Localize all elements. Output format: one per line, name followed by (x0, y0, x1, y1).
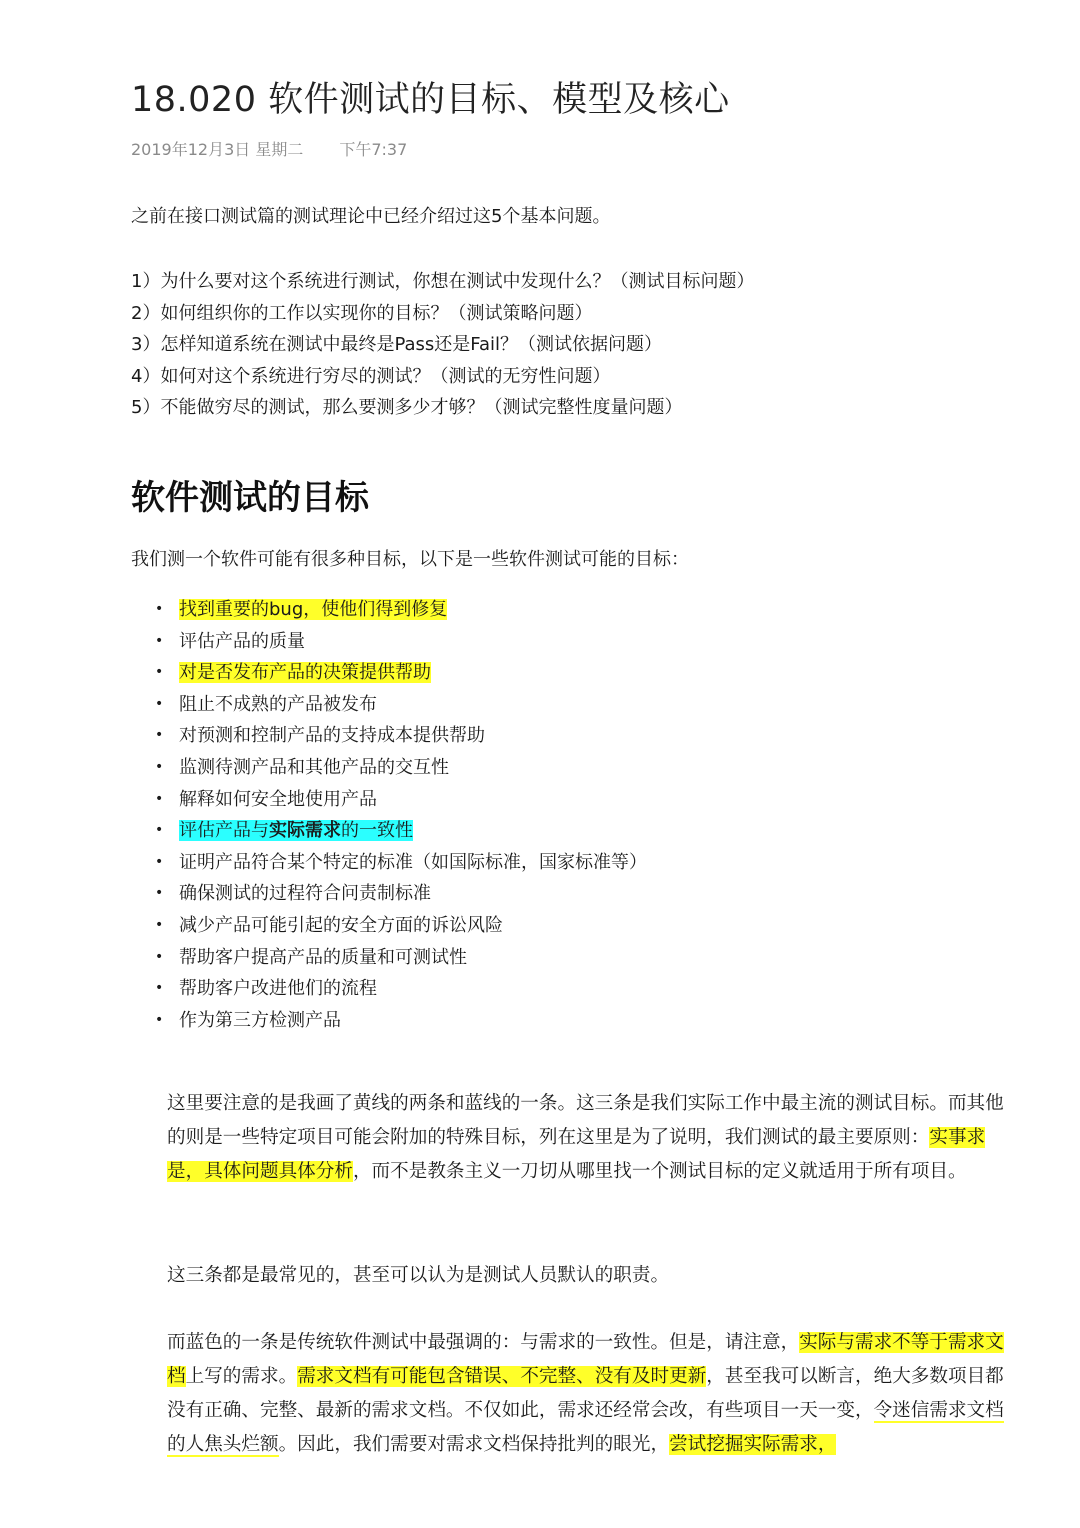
goal-text: 帮助客户改进他们的流程 (179, 978, 377, 1000)
paragraph-text: 。因此，我们需要对需求文档保持批判的眼光， (278, 1434, 670, 1455)
goal-text-highlighted: 对是否发布产品的决策提供帮助 (179, 662, 431, 684)
goal-text: 作为第三方检测产品 (179, 1009, 341, 1031)
goal-item (131, 973, 647, 1005)
paragraph-1 (131, 1087, 1011, 1189)
question-item: 3）怎样知道系统在测试中最终是Pass还是Fail？（测试依据问题） (131, 334, 663, 355)
bullet-icon: • (155, 822, 164, 839)
paragraph-highlight: 需求文档有可能包含错误、不完整、没有及时更新 (297, 1366, 707, 1387)
bullet-icon: • (155, 948, 164, 965)
bullet-icon: • (155, 695, 164, 712)
goal-item (131, 689, 647, 721)
article-meta (131, 137, 407, 160)
bullet-icon: • (155, 1011, 164, 1028)
goal-item (131, 657, 647, 689)
goal-item (131, 720, 647, 752)
goal-item (131, 784, 647, 816)
goal-text-part: 的一致性 (341, 820, 413, 842)
bullet-icon: • (155, 664, 164, 681)
goal-item (131, 1005, 647, 1037)
goal-item (131, 942, 647, 974)
article-time: 下午7:37 (339, 140, 408, 159)
goal-text-highlighted-cyan (179, 820, 413, 841)
question-item: 4）如何对这个系统进行穷尽的测试？（测试的无穷性问题） (131, 365, 611, 387)
bullet-icon: • (155, 632, 164, 649)
paragraph-highlight: 实事求是，具体问题具体分析 (167, 1127, 986, 1182)
intro-text: 之前在接口测试篇的测试理论中已经介绍过这5个基本问题。 (131, 206, 611, 227)
goal-text: 减少产品可能引起的安全方面的诉讼风险 (179, 914, 503, 936)
bullet-icon: • (155, 790, 164, 807)
paragraph-text: 这三条都是最常见的，甚至可以认为是测试人员默认的职责。 (167, 1265, 670, 1286)
bullet-icon: • (155, 916, 164, 933)
article-title: 18.020 软件测试的目标、模型及核心 (131, 80, 730, 120)
paragraph-text: 上写的需求。 (185, 1366, 298, 1387)
goal-item (131, 594, 647, 626)
bullet-icon: • (155, 980, 164, 997)
goal-text: 确保测试的过程符合问责制标准 (179, 883, 431, 905)
section-heading: 软件测试的目标 (131, 478, 369, 518)
bullet-icon: • (155, 727, 164, 744)
paragraph-text: ，甚至我可以断言，绝大多数项目都没有正确、完整、最新的需求文档。不仅如此，需求还经常会改，有些项目一天一变， (167, 1366, 1004, 1421)
paragraph-text: 而蓝色的一条是传统软件测试中最强调的：与需求的一致性。但是，请注意， (167, 1332, 800, 1353)
goal-text: 评估产品的质量 (179, 630, 305, 652)
paragraph-text: 这里要注意的是我画了黄线的两条和蓝线的一条。这三条是我们实际工作中最主流的测试目标。而其他的则是一些特定项目可能会附加的特殊目标，列在这里是为了说明，我们测试的最主要原则： (167, 1093, 1004, 1148)
goal-item (131, 815, 647, 847)
bullet-icon: • (155, 758, 164, 775)
bullet-icon: • (155, 601, 164, 617)
section-lead: 我们测一个软件可能有很多种目标，以下是一些软件测试可能的目标： (131, 549, 689, 570)
question-item: 5）不能做穷尽的测试，那么要测多少才够？（测试完整性度量问题） (131, 397, 683, 418)
goal-item (131, 878, 647, 910)
paragraph-2 (131, 1259, 1011, 1293)
article-date: 2019年12月3日 星期二 (131, 140, 304, 159)
goal-item (131, 910, 647, 942)
paragraph-text: ，而不是教条主义一刀切从哪里找一个测试目标的定义就适用于所有项目。 (352, 1161, 967, 1182)
bullet-icon: • (155, 853, 164, 870)
goal-list (131, 594, 647, 1036)
paragraph-3 (131, 1326, 1011, 1462)
bullet-icon: • (155, 885, 164, 902)
question-list (131, 266, 754, 424)
goal-text: 监测待测产品和其他产品的交互性 (179, 756, 449, 778)
goal-item (131, 752, 647, 784)
goal-text: 阻止不成熟的产品被发布 (179, 693, 377, 715)
goal-text-bold: 实际需求 (269, 820, 341, 842)
paragraph-highlight: 实际与需求不等于需求文档 (167, 1332, 1004, 1387)
goal-text: 解释如何安全地使用产品 (179, 788, 377, 810)
question-item: 1）为什么要对这个系统进行测试，你想在测试中发现什么？（测试目标问题） (131, 271, 755, 292)
goal-text-highlighted: 找到重要的bug，使他们得到修复 (179, 599, 448, 620)
goal-text: 帮助客户提高产品的质量和可测试性 (179, 946, 467, 968)
paragraph-highlight: 尝试挖掘实际需求， (669, 1434, 837, 1455)
paragraph-underline: 令迷信需求文档的人焦头烂额 (167, 1400, 1004, 1455)
goal-item (131, 626, 647, 658)
goal-text: 证明产品符合某个特定的标准（如国际标准，国家标准等） (179, 851, 647, 873)
goal-text: 对预测和控制产品的支持成本提供帮助 (179, 725, 485, 747)
goal-item (131, 847, 647, 879)
goal-text-part: 评估产品与 (179, 820, 269, 842)
question-item: 2）如何组织你的工作以实现你的目标？（测试策略问题） (131, 302, 593, 324)
